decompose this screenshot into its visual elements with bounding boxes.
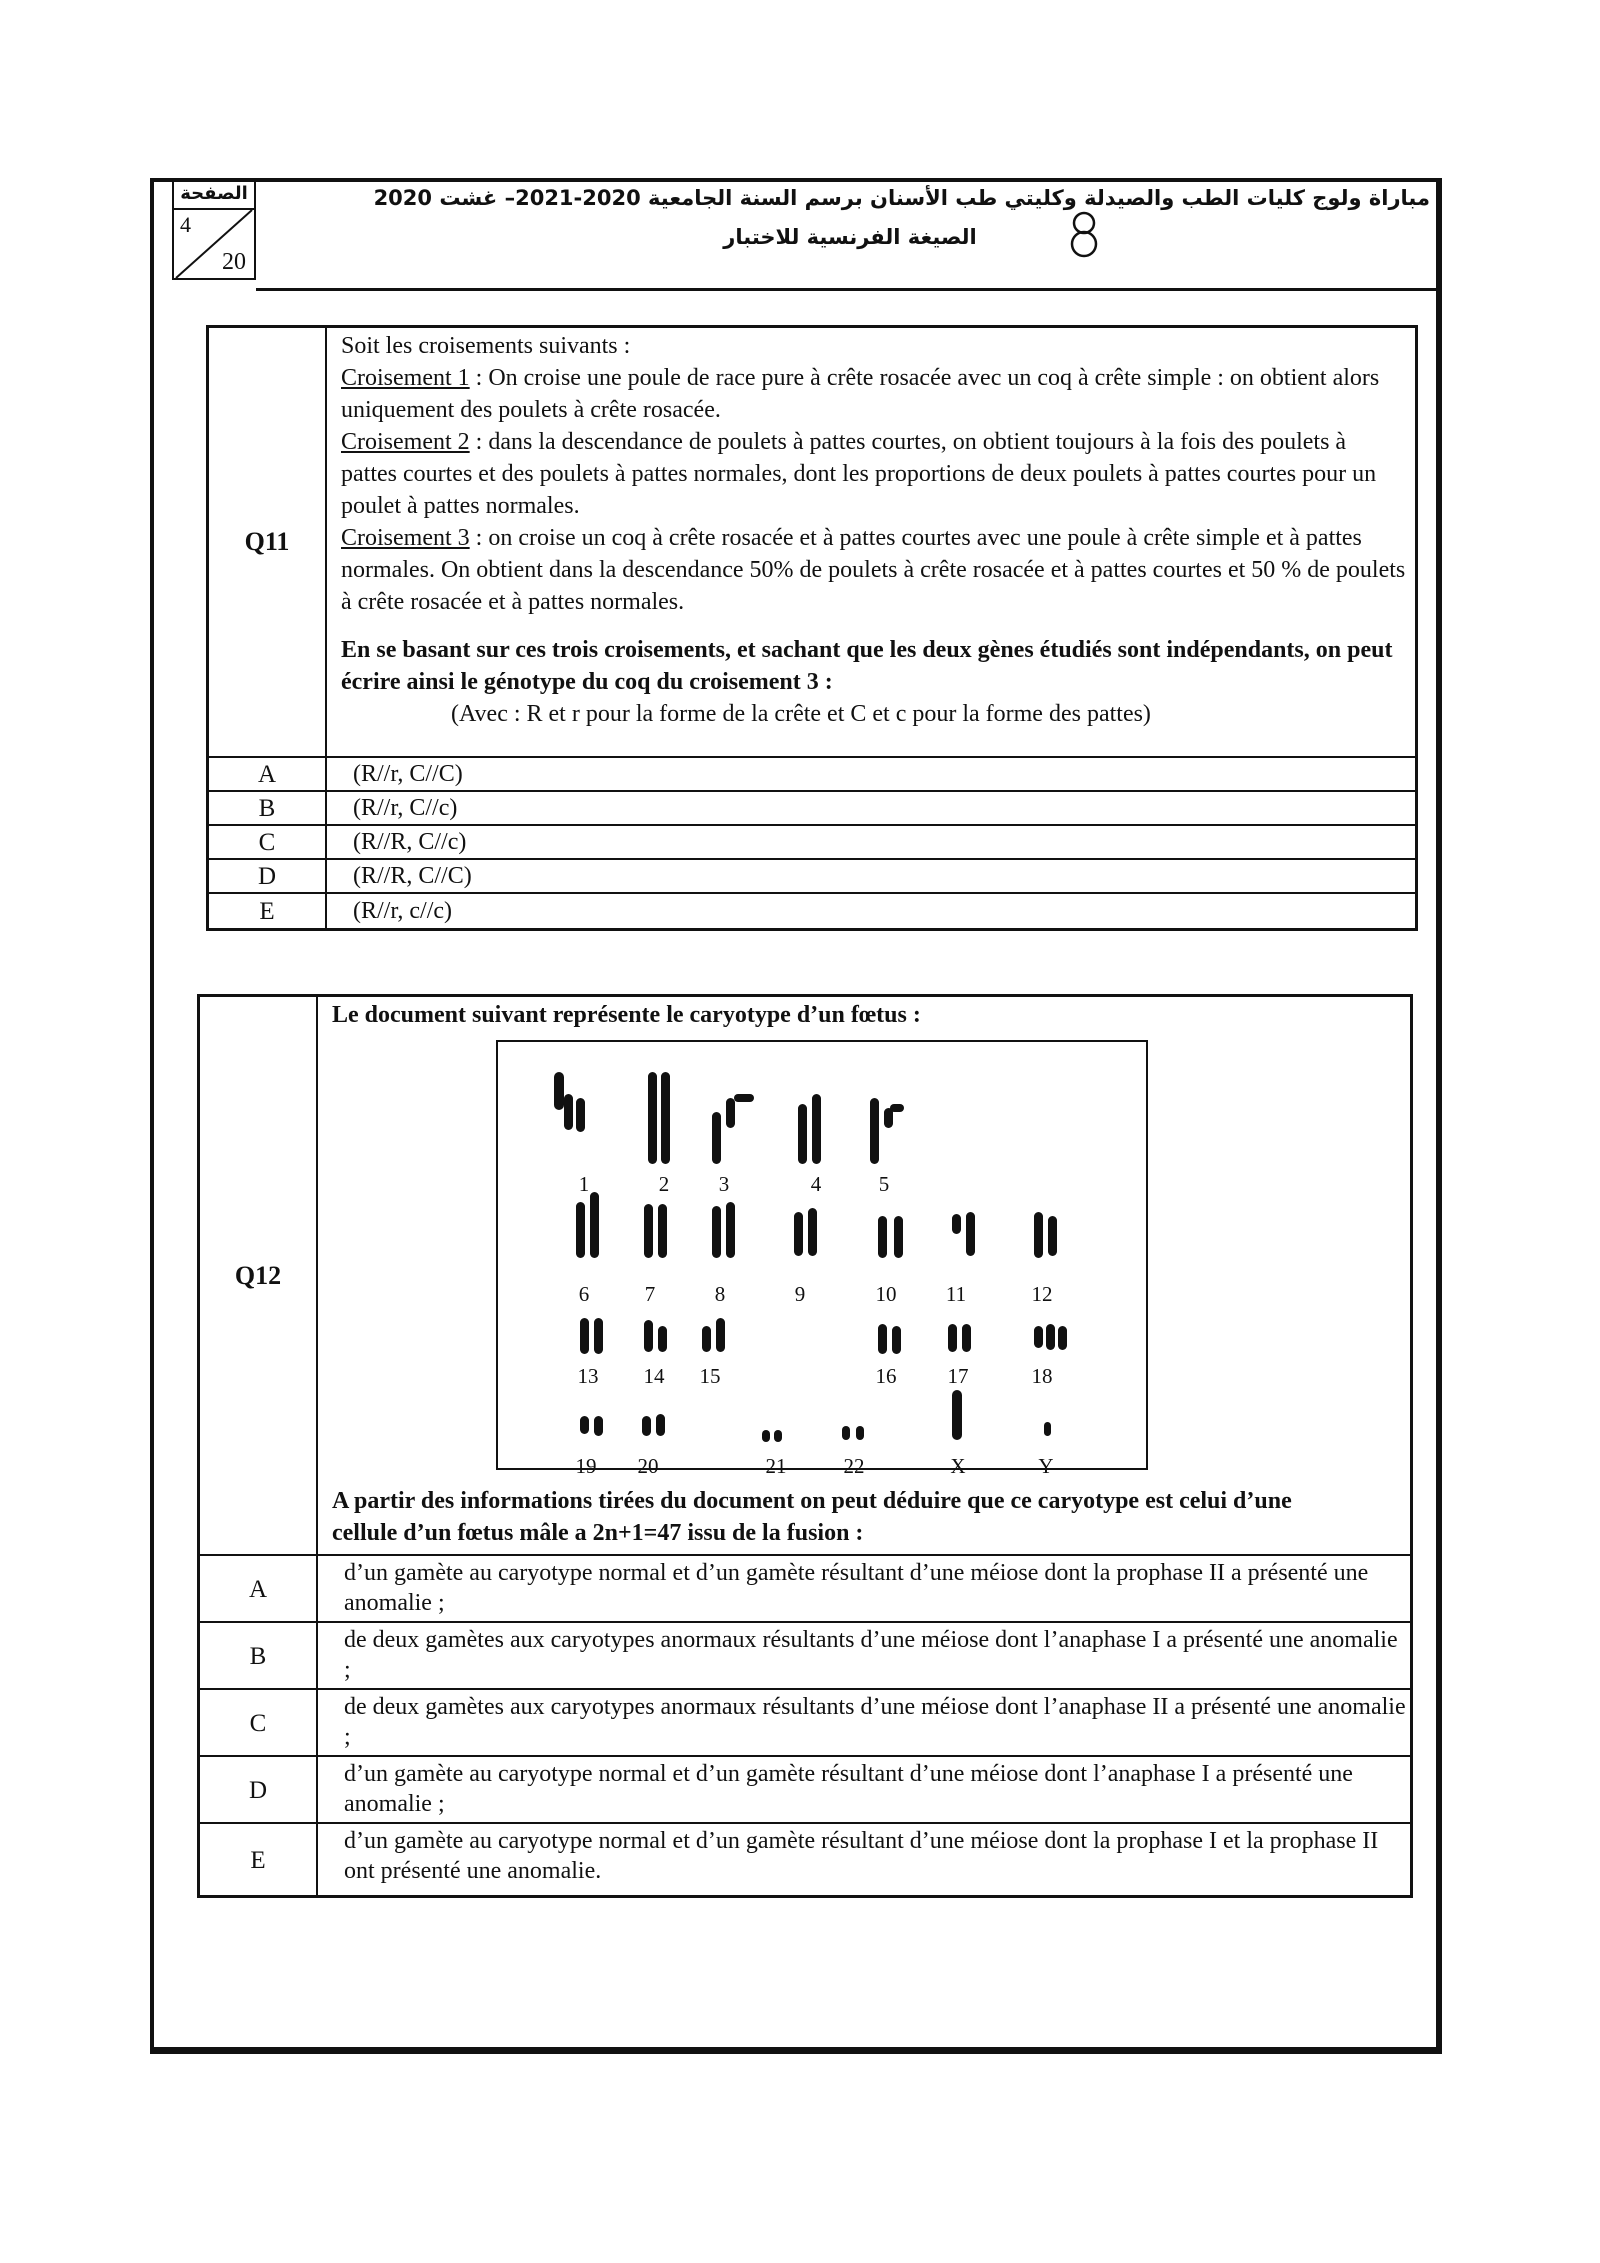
chromosome-10-part (878, 1216, 887, 1258)
option-text: (R//r, C//c) (353, 795, 458, 821)
option-letter: A (200, 1556, 318, 1621)
question-text: A partir des informations tirées du document on peut déduire que ce caryotype est celui d’une cellule d’un fœtus mâle a 2n+1=47 issu de la fusion : (332, 1488, 1292, 1546)
option-text: (R//r, C//C) (353, 761, 463, 787)
version-mark-icon (1066, 210, 1102, 258)
option-letter: E (200, 1824, 318, 1895)
intro-text: Le document suivant représente le caryotype d’un fœtus : (332, 1002, 921, 1028)
option-text: (R//r, c//c) (353, 898, 452, 924)
chromosome-1-part (554, 1072, 564, 1110)
page-label: الصفحة (174, 182, 254, 210)
answer-option-e[interactable] (209, 892, 1415, 928)
cross-1-text: : On croise une poule de race pure à crête rosacée avec un coq à crête simple : on obtient alors uniquement des poulets à crête rosacée. (341, 365, 1380, 423)
chromosome-5-part (870, 1098, 879, 1164)
chromosome-5-part (890, 1104, 904, 1112)
cross-2 (341, 426, 1407, 522)
answer-option-c[interactable] (200, 1688, 1410, 1755)
chromosome-18-part (1034, 1326, 1043, 1348)
option-letter: C (200, 1690, 318, 1755)
option-letter: D (209, 860, 327, 892)
page-number-box (172, 180, 256, 280)
chromosome-22-part (856, 1426, 864, 1440)
answer-option-b[interactable] (200, 1621, 1410, 1688)
chromosome-label: X (950, 1454, 966, 1478)
option-text: de deux gamètes aux caryotypes anormaux résultants d’une méiose dont l’anaphase I a présenté une anomalie ; (344, 1627, 1398, 1683)
chromosome-7-part (658, 1204, 667, 1258)
cross-3-label: Croisement 3 (341, 525, 470, 551)
chromosome-6-part (576, 1202, 585, 1258)
chromosome-label: 4 (810, 1172, 822, 1196)
chromosome-14-part (658, 1326, 667, 1352)
chromosome-1-part (564, 1094, 573, 1130)
chromosome-label: 2 (658, 1172, 670, 1196)
chromosome-label: 12 (1031, 1282, 1053, 1306)
cross-2-text: : dans la descendance de poulets à pattes courtes, on obtient toujours à la fois des poulets à pattes courtes et des poulets à pattes normales, dont les proportions de deux poulets à pattes courtes pour un poulet à pattes normales. (341, 429, 1377, 519)
chromosome-13-part (580, 1318, 589, 1354)
option-letter: C (209, 826, 327, 858)
chromosome-label: 1 (578, 1172, 590, 1196)
chromosome-x-part (952, 1390, 962, 1440)
chromosome-label: 6 (578, 1282, 590, 1306)
answer-option-b[interactable] (209, 790, 1415, 824)
chromosome-10-part (894, 1216, 903, 1258)
chromosome-label: 9 (794, 1282, 806, 1306)
cross-1 (341, 362, 1407, 426)
chromosome-7-part (644, 1204, 653, 1258)
chromosome-label: 11 (945, 1282, 967, 1306)
chromosome-18-part (1058, 1326, 1067, 1350)
option-text: d’un gamète au caryotype normal et d’un gamète résultant d’une méiose dont la prophase I et la prophase II ont présenté une anomalie. (344, 1828, 1379, 1884)
option-letter: B (209, 792, 327, 824)
chromosome-label: 13 (577, 1364, 599, 1388)
chromosome-8-part (712, 1206, 721, 1258)
chromosome-20-part (642, 1416, 651, 1436)
chromosome-16-part (878, 1324, 887, 1354)
chromosome-label: 10 (875, 1282, 897, 1306)
page-number: 4 (180, 212, 191, 237)
chromosome-label: 22 (843, 1454, 865, 1478)
chromosome-6-part (590, 1192, 599, 1258)
chromosome-label: 14 (643, 1364, 665, 1388)
question-number: Q11 (209, 328, 327, 756)
chromosome-2-part (648, 1072, 657, 1164)
question-11 (206, 325, 1418, 931)
option-letter: D (200, 1757, 318, 1822)
cross-3 (341, 522, 1407, 618)
chromosome-21-part (774, 1430, 782, 1442)
answer-option-a[interactable] (200, 1554, 1410, 1621)
karyotype-figure (496, 1040, 1148, 1478)
answer-option-d[interactable] (209, 858, 1415, 892)
chromosome-15-part (702, 1326, 711, 1352)
chromosome-label: Y (1038, 1454, 1054, 1478)
header-divider (256, 288, 1442, 291)
chromosome-label: 20 (637, 1454, 659, 1478)
chromosome-label: 8 (714, 1282, 726, 1306)
chromosome-16-part (892, 1326, 901, 1354)
option-text: de deux gamètes aux caryotypes anormaux résultants d’une méiose dont l’anaphase II a présenté une anomalie ; (344, 1694, 1406, 1750)
chromosome-18-part (1046, 1324, 1055, 1350)
chromosome-4-part (798, 1104, 807, 1164)
chromosome-17-part (948, 1324, 957, 1352)
question-text: En se basant sur ces trois croisements, et sachant que les deux gènes étudiés sont indépendants, on peut écrire ainsi le génotype du coq du croisement 3 : (341, 637, 1393, 695)
option-letter: A (209, 758, 327, 790)
answer-option-d[interactable] (200, 1755, 1410, 1822)
chromosome-4-part (812, 1094, 821, 1164)
chromosome-19-part (580, 1416, 589, 1434)
chromosome-3-part (712, 1112, 721, 1164)
cross-1-label: Croisement 1 (341, 365, 470, 391)
chromosome-8-part (726, 1202, 735, 1258)
chromosome-y-part (1044, 1422, 1051, 1436)
option-letter: B (200, 1623, 318, 1688)
chromosome-3-part (734, 1094, 754, 1102)
chromosome-11-part (952, 1214, 961, 1234)
chromosome-label: 19 (575, 1454, 597, 1478)
chromosome-label: 5 (878, 1172, 890, 1196)
chromosome-13-part (594, 1318, 603, 1354)
chromosome-9-part (808, 1208, 817, 1256)
answer-option-e[interactable] (200, 1822, 1410, 1895)
cross-2-label: Croisement 2 (341, 429, 470, 455)
chromosome-1-part (576, 1098, 585, 1132)
exam-subtitle: الصيغة الفرنسية للاختبار (723, 225, 977, 249)
chromosome-label: 16 (875, 1364, 897, 1388)
option-text: d’un gamète au caryotype normal et d’un gamète résultant d’une méiose dont l’anaphase I a présenté une anomalie ; (344, 1761, 1353, 1817)
chromosome-11-part (966, 1212, 975, 1256)
chromosome-label: 18 (1031, 1364, 1053, 1388)
chromosome-12-part (1034, 1212, 1043, 1258)
cross-3-text: : on croise un coq à crête rosacée et à pattes courtes avec une poule à crête simple et à pattes normales. On obtient dans la descendance 50% de poulets à crête rosacée et à pattes courtes et 50 % de poulets à crête rosacée et à pattes normales. (341, 525, 1406, 615)
answer-option-a[interactable] (209, 756, 1415, 790)
option-text: (R//R, C//c) (353, 829, 467, 855)
chromosome-9-part (794, 1212, 803, 1256)
answer-option-c[interactable] (209, 824, 1415, 858)
chromosome-label: 17 (947, 1364, 969, 1388)
chromosome-15-part (716, 1318, 725, 1352)
chromosome-label: 15 (699, 1364, 721, 1388)
exam-title: مباراة ولوج كليات الطب والصيدلة وكليتي طب الأسنان برسم السنة الجامعية 2020-2021– غشت 2020 (373, 186, 1430, 210)
option-text: (R//R, C//C) (353, 863, 472, 889)
question-note: (Avec : R et r pour la forme de la crête et C et c pour la forme des pattes) (451, 701, 1151, 727)
chromosome-label: 7 (644, 1282, 656, 1306)
chromosome-22-part (842, 1426, 850, 1440)
chromosome-20-part (656, 1414, 665, 1436)
question-number: Q12 (200, 997, 318, 1554)
chromosome-2-part (661, 1072, 670, 1164)
chromosome-14-part (644, 1320, 653, 1352)
page-total: 20 (222, 249, 246, 275)
question-statement (327, 328, 1415, 756)
chromosome-label: 21 (765, 1454, 787, 1478)
option-letter: E (209, 894, 327, 928)
option-text: d’un gamète au caryotype normal et d’un gamète résultant d’une méiose dont la prophase II a présenté une anomalie ; (344, 1560, 1369, 1616)
chromosome-19-part (594, 1416, 603, 1436)
chromosome-17-part (962, 1324, 971, 1352)
intro-text: Soit les croisements suivants : (341, 333, 631, 359)
chromosome-12-part (1048, 1216, 1057, 1256)
chromosome-label: 3 (718, 1172, 730, 1196)
chromosome-21-part (762, 1430, 770, 1442)
chromosome-3-part (726, 1098, 735, 1128)
